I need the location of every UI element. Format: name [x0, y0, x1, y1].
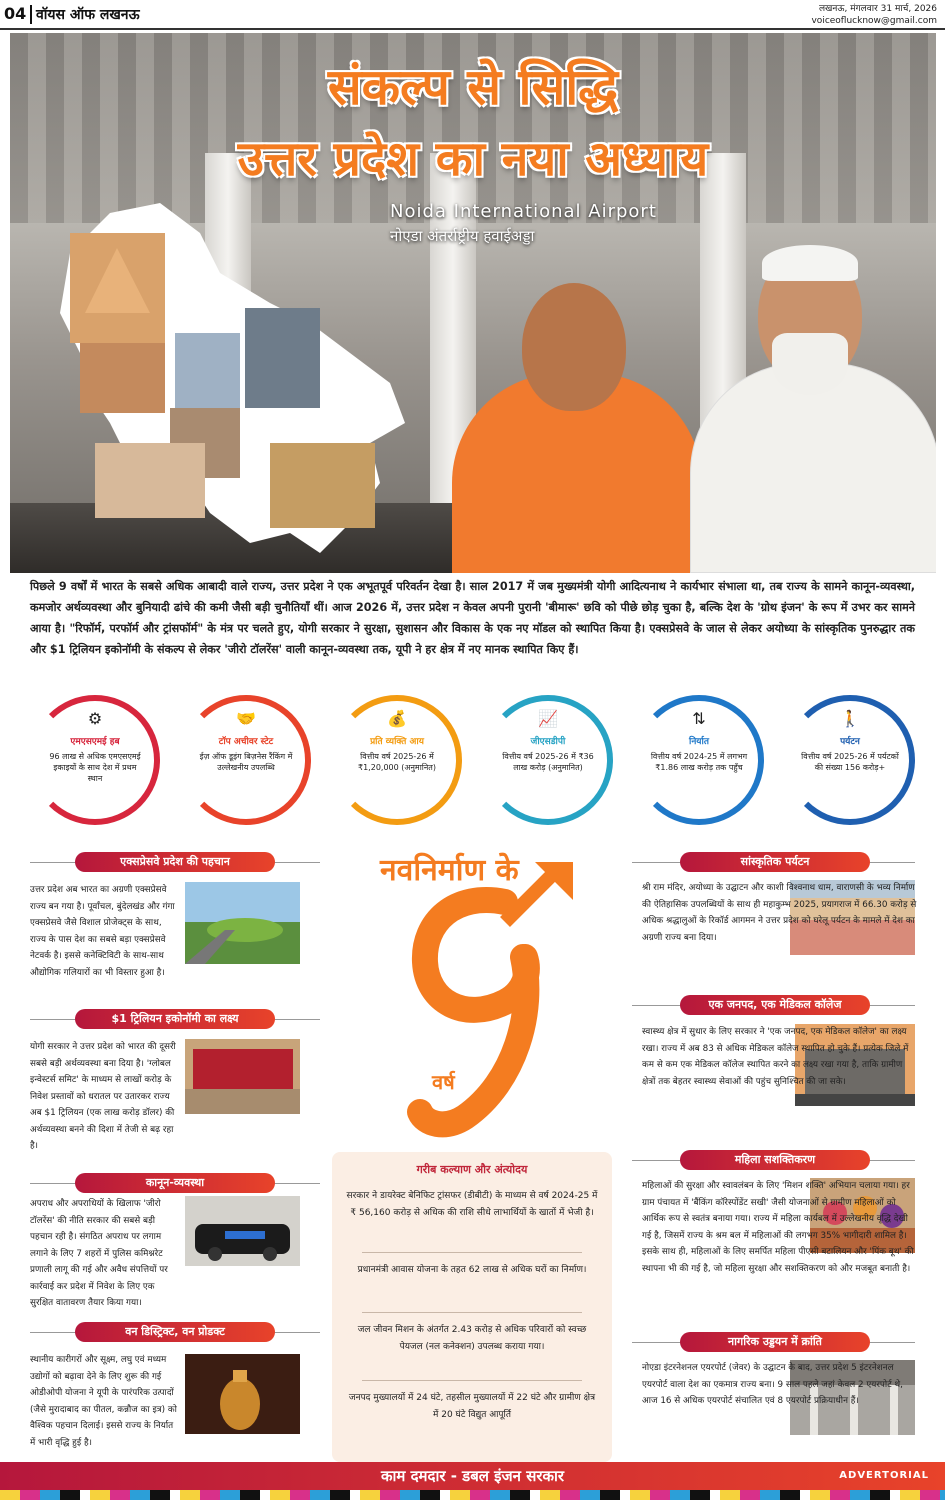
stat-text: वित्तीय वर्ष 2025-26 में पर्यटकों की संख्या 156 करोड़+ — [801, 752, 899, 772]
stat-gsdp — [483, 695, 613, 825]
divider — [362, 1380, 582, 1381]
text-cultural-tourism: श्री राम मंदिर, अयोध्या के उद्घाटन और काशी विश्वनाथ धाम, वाराणसी के भव्य निर्माण की ऐतिहासिक उपलब्धियों के साथ ही महाकुम्भ 2025, प्रयागराज में 66.30 करोड़ से अधिक श्रद्धालुओं के रिकॉर्ड आगमन ने उत्तर प्रदेश को घरेलू पर्यटन के मामले में देश का अग्रणी राज्य बना दिया। — [642, 883, 917, 943]
footer-banner — [0, 1462, 945, 1490]
expressway-photo — [185, 882, 300, 964]
headline-line-1: संकल्प से सिद्धि — [327, 58, 619, 116]
heading-expressway: एक्सप्रेसवे प्रदेश की पहचान — [75, 852, 275, 872]
advertorial-label: ADVERTORIAL — [839, 1470, 929, 1481]
garib-item-dbt: सरकार ने डायरेक्ट बेनिफिट ट्रांसफर (डीबीटी) के माध्यम से वर्ष 2024-25 में ₹ 56,160 करोड़ से अधिक की राशि सीधे लाभार्थियों के खातों में भेजी है। — [346, 1191, 598, 1218]
heading-odop: वन डिस्ट्रिक्ट, वन प्रोडक्ट — [75, 1322, 275, 1342]
divider — [362, 1312, 582, 1313]
investors-summit-photo — [185, 1039, 300, 1114]
stat-title: निर्यात — [688, 737, 709, 747]
text-civil-aviation: नोएडा इंटरनेशनल एयरपोर्ट (जेवर) के उद्घाटन के बाद, उत्तर प्रदेश 5 इंटरनेशनल एयरपोर्ट वाला देश का एकमात्र राज्य बना। 9 साल पहले जहां केवल 2 एयरपोर्ट थे, आज 16 से अधिक एयरपोर्ट संचालित एवं 8 एयरपोर्ट प्रक्रियाधीन हैं। — [642, 1363, 903, 1406]
building-photo — [80, 343, 165, 413]
heading-cultural-tourism: सांस्कृतिक पर्यटन — [680, 852, 870, 872]
stat-title: एमएसएमई हब — [70, 737, 120, 747]
housing-photo — [95, 443, 205, 518]
divider — [362, 1252, 582, 1253]
text-trillion-economy: योगी सरकार ने उत्तर प्रदेश को भारत की दूसरी सबसे बड़ी अर्थव्यवस्था बना दिया है। 'ग्लोबल इन्वेस्टर्स समिट' के माध्यम से लाखों करोड़ के निवेश प्रस्तावों को धरातल पर उतारकर राज्य अब $1 ट्रिलियन (एक लाख करोड़ डॉलर) की अर्थव्यवस्था बनने की दिशा में तेजी से बढ़ रहा है। — [30, 1042, 176, 1151]
heading-women-empowerment: महिला सशक्तिकरण — [680, 1150, 870, 1170]
email-text: voiceoflucknow@gmail.com — [811, 16, 937, 26]
stat-title: पर्यटन — [840, 737, 860, 747]
stat-text: वित्तीय वर्ष 2025-26 में ₹1,20,000 (अनुमानित) — [358, 752, 436, 772]
garib-item-jal-jeevan: जल जीवन मिशन के अंतर्गत 2.43 करोड़ से अधिक परिवारों को स्वच्छ पेयजल (नल कनेक्शन) उपलब्ध कराया गया। — [357, 1325, 587, 1352]
stat-text: ईज़ ऑफ डूइंग बिज़नेस रैंकिंग में उल्लेखनीय उपलब्धि — [199, 752, 293, 772]
headline-line-2: उत्तर प्रदेश का नया अध्याय — [237, 131, 709, 187]
tourist-icon: 🚶 — [840, 709, 860, 728]
odop-products-photo — [185, 1354, 300, 1434]
farmer-photo — [270, 443, 375, 528]
page-number: 04 — [4, 4, 27, 23]
yogi-adityanath-face — [522, 283, 626, 411]
narendra-modi-hair — [762, 245, 858, 281]
heading-medical-college: एक जनपद, एक मेडिकल कॉलेज — [680, 995, 870, 1015]
text-expressway: उत्तर प्रदेश अब भारत का अग्रणी एक्सप्रेसवे राज्य बन गया है। पूर्वांचल, बुंदेलखंड और गंगा एक्सप्रेसवे जैसे विशाल प्रोजेक्ट्स के साथ, राज्य के पास देश का सबसे बड़ा एक्सप्रेसवे नेटवर्क है। इससे कनेक्टिविटी के साथ-साथ औद्योगिक गलियारों का भी विस्तार हुआ है। — [30, 885, 175, 978]
export-icon: ⇅ — [692, 709, 706, 728]
heading-trillion-economy: $1 ट्रिलियन इकोनॉमी का लक्ष्य — [75, 1009, 275, 1029]
garib-item-awas: प्रधानमंत्री आवास योजना के तहत 62 लाख से अधिक घरों का निर्माण। — [357, 1265, 587, 1275]
masthead — [0, 0, 945, 30]
stat-title: टॉप अचीवर स्टेट — [218, 737, 274, 747]
text-law-order: अपराध और अपराधियों के खिलाफ 'जीरो टॉलरेंस' की नीति सरकार की सबसे बड़ी पहचान रही है। संगठित अपराध पर लगाम लगाने के लिए 7 शहरों में पुलिस कमिश्नरेट प्रणाली लागू की गई और अवैध संपत्तियों पर कार्रवाई कर प्रदेश में निवेश के लिए एक सुरक्षित वातावरण तैयार किया गया। — [30, 1199, 168, 1308]
metro-photo — [175, 333, 240, 408]
garib-kalyan-heading: गरीब कल्याण और अंत्योदय — [416, 1163, 528, 1176]
airport-sign-english: Noida International Airport — [390, 201, 657, 222]
heading-law-order: कानून-व्यवस्था — [75, 1173, 275, 1193]
narendra-modi-beard — [772, 333, 848, 395]
gears-icon: ⚙ — [87, 709, 103, 728]
text-medical-college: स्वास्थ्य क्षेत्र में सुधार के लिए सरकार ने 'एक जनपद, एक मेडिकल कॉलेज' का लक्ष्य रखा। राज्य में अब 83 से अधिक मेडिकल कॉलेज स्थापित हो चुके हैं। प्रत्येक जिले में कम से कम एक मेडिकल कॉलेज स्थापित करने का लक्ष्य रखा गया है, ताकि ग्रामीण क्षेत्रों तक बेहतर स्वास्थ्य सेवाओं की पहुंच सुनिश्चित की जा सके। — [642, 1027, 909, 1087]
stat-text: 96 लाख से अधिक एमएसएमई इकाइयों के साथ देश में प्रथम स्थान — [49, 752, 141, 783]
newspaper-name: वॉयस ऑफ लखनऊ — [30, 5, 140, 24]
hero-banner — [10, 33, 936, 573]
date-text: लखनऊ, मंगलवार 31 मार्च, 2026 — [818, 4, 937, 14]
airport-sign-hindi: नोएडा अंतर्राष्ट्रीय हवाईअड्डा — [390, 227, 535, 245]
garib-item-electricity: जनपद मुख्यालयों में 24 घंटे, तहसील मुख्यालयों में 22 घंटे और ग्रामीण क्षेत्र में 20 घंटे विद्युत आपूर्ति — [348, 1393, 596, 1420]
stat-text: वित्तीय वर्ष 2025-26 में ₹36 लाख करोड़ (अनुमानित) — [502, 752, 594, 772]
years-label: वर्ष — [432, 1070, 455, 1094]
stat-top-achiever — [181, 695, 311, 825]
heading-civil-aviation: नागरिक उड्डयन में क्रांति — [680, 1332, 870, 1352]
stat-per-capita-income — [332, 695, 462, 825]
footer-tagline: काम दमदार - डबल इंजन सरकार — [380, 1467, 565, 1485]
stat-msme-hub — [30, 695, 160, 825]
stats-row — [30, 695, 915, 825]
stat-exports — [634, 695, 764, 825]
gdp-chart-icon: 📈 — [538, 709, 558, 728]
stat-tourism — [785, 695, 915, 825]
airport-sign — [390, 201, 657, 246]
text-odop: स्थानीय कारीगरों और सूक्ष्म, लघु एवं मध्यम उद्योगों को बढ़ावा देने के लिए शुरू की गई ओडीओपी योजना ने यूपी के पारंपरिक उत्पादों (जैसे मुरादाबाद का पीतल, कन्नौज का इत्र) को वैश्विक पहचान दिलाई। इससे राज्य के निर्यात में भारी वृद्धि हुई है। — [30, 1355, 177, 1448]
nine-years-graphic — [395, 862, 575, 1142]
stat-title: जीएसडीपी — [530, 737, 566, 747]
dateline — [811, 3, 937, 27]
up-state-map-collage — [50, 193, 410, 568]
railway-photo — [245, 308, 320, 408]
police-car-photo — [185, 1196, 300, 1266]
stat-text: वित्तीय वर्ष 2024-25 में लगभग ₹1.86 लाख करोड़ तक पहुँच — [650, 752, 748, 772]
intro-paragraph: पिछले 9 वर्षों में भारत के सबसे अधिक आबादी वाले राज्य, उत्तर प्रदेश ने एक अभूतपूर्व परिवर्तन देखा है। साल 2017 में जब मुख्यमंत्री योगी आदित्यनाथ ने कार्यभार संभाला था, तब राज्य के सामने कानून-व्यवस्था, कमजोर अर्थव्यवस्था और बुनियादी ढांचे की कमी जैसी बड़ी चुनौतियाँ थीं। आज 2026 में, उत्तर प्रदेश न केवल अपनी पुरानी 'बीमारू' छवि को पीछे छोड़ चुका है, बल्कि देश के 'ग्रोथ इंजन' के रूप में उभर कर सामने आया है। "रिफॉर्म, परफॉर्म और ट्रांसफॉर्म" के मंत्र पर चलते हुए, योगी सरकार ने सुरक्षा, सुशासन और विकास के एक नए मॉडल को स्थापित किया है। एक्सप्रेसवे के जाल से लेकर अयोध्या के सांस्कृतिक पुनरुद्धार तक और $1 ट्रिलियन इकोनॉमी के संकल्प से लेकर 'जीरो टॉलरेंस' वाली कानून-व्यवस्था तक, यूपी ने हर क्षेत्र में नए मानक स्थापित किए हैं। — [30, 580, 915, 656]
text-women-empowerment: महिलाओं की सुरक्षा और स्वावलंबन के लिए 'मिशन शक्ति' अभियान चलाया गया। हर ग्राम पंचायत में 'बैंकिंग कॉरेस्पोंडेंट सखी' जैसी योजनाओं से ग्रामीण महिलाओं को आर्थिक रूप से स्वतंत्र बनाया गया। राज्य में महिला कार्यबल में उल्लेखनीय वृद्धि देखी गई है, जिसमें राज्य के श्रम बल में महिलाओं की लगभग 35% भागीदारी शामिल है। इसके साथ ही, महिलाओं के लिए समर्पित महिला पीएसी बटालियन और 'पिंक बूथ' की स्थापना भी की गई है, जो महिला सुरक्षा और सशक्तिकरण को और मजबूत बनाती है। — [642, 1181, 914, 1274]
stat-title: प्रति व्यक्ति आय — [370, 737, 424, 747]
garib-kalyan-box — [332, 1152, 612, 1462]
money-bag-icon: 💰 — [387, 709, 407, 728]
print-color-bar — [0, 1490, 945, 1500]
nav-nirman-title: नवनिर्माण के — [380, 853, 519, 888]
handshake-icon: 🤝 — [236, 709, 256, 728]
